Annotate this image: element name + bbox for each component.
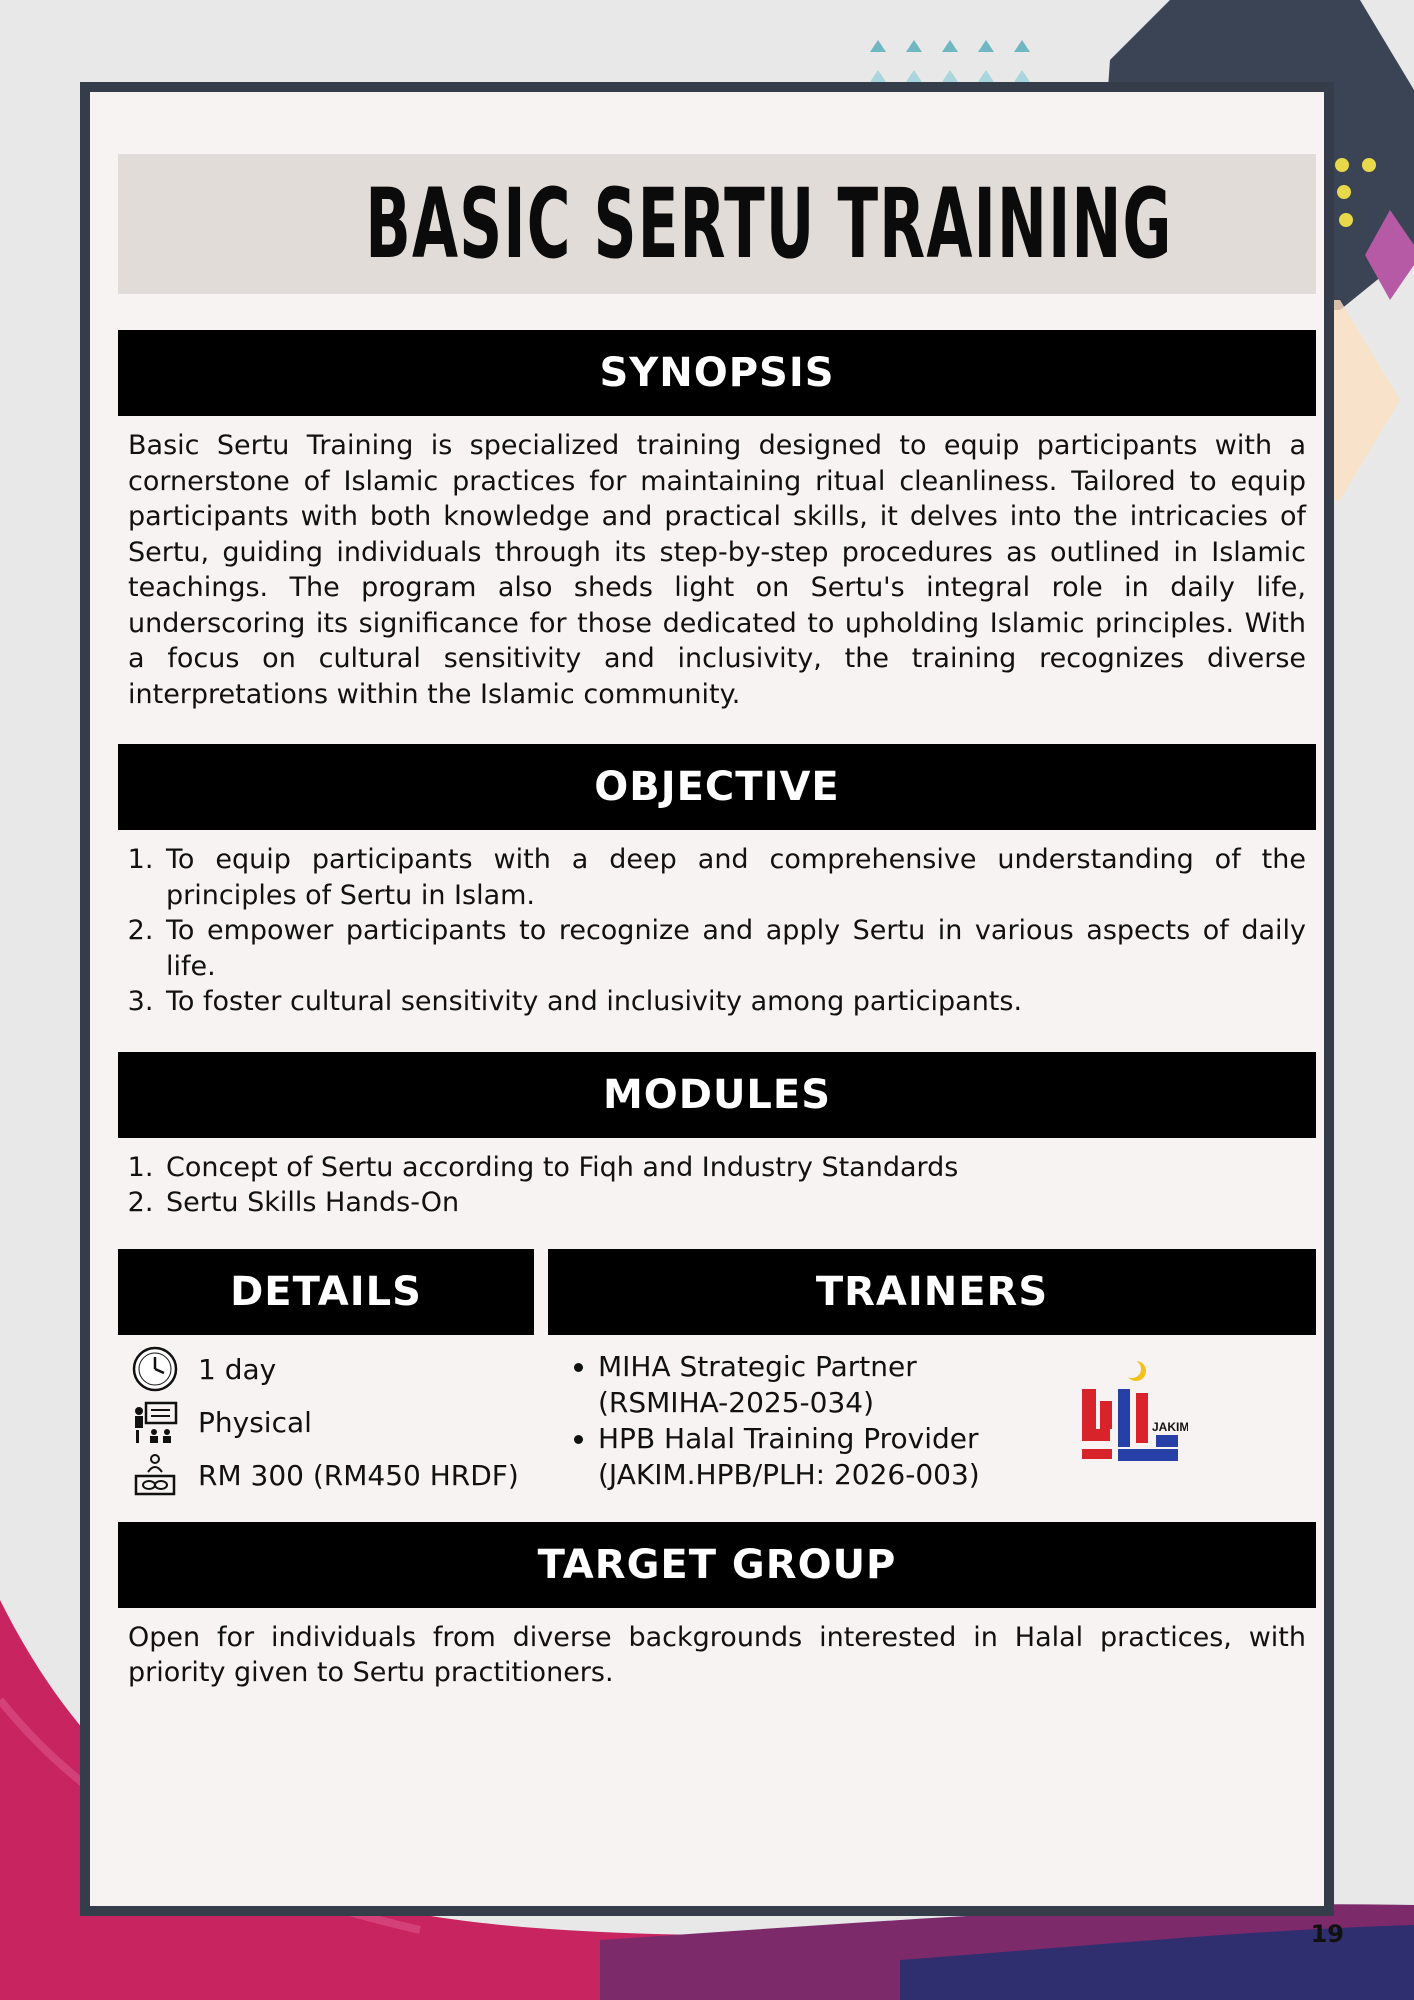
list-item: 2. To empower participants to recognize and apply Sertu in various aspects of daily life. [162, 913, 1306, 984]
title-bar [118, 154, 1316, 294]
jakim-logo [1078, 1353, 1198, 1493]
list-item: 3. To foster cultural sensitivity and inclusivity among participants. [162, 984, 1306, 1020]
objective-heading: OBJECTIVE [118, 744, 1316, 830]
list-item: • HPB Halal Training Provider (JAKIM.HPB/PLH: 2026-003) [598, 1421, 1018, 1493]
list-item: • MIHA Strategic Partner (RSMIHA-2025-034) [598, 1349, 958, 1421]
objective-list [118, 830, 1316, 1020]
modules-heading: MODULES [118, 1052, 1316, 1138]
list-item: 2. Sertu Skills Hands-On [162, 1185, 1306, 1221]
detail-duration [118, 1343, 534, 1396]
detail-text: RM 300 (RM450 HRDF) [198, 1458, 519, 1492]
details-section [118, 1249, 534, 1502]
target-group-text: Open for individuals from diverse backgrounds interested in Halal practices, with priority given to Sertu practitioners. [128, 1621, 1306, 1688]
detail-mode [118, 1396, 534, 1449]
detail-fee [118, 1449, 534, 1502]
detail-text: 1 day [198, 1352, 277, 1386]
list-item: 1. Concept of Sertu according to Fiqh and Industry Standards [162, 1150, 1306, 1186]
detail-text: Physical [198, 1405, 312, 1439]
target-group-heading: TARGET GROUP [118, 1522, 1316, 1608]
modules-list [118, 1138, 1316, 1221]
payment-icon [130, 1450, 180, 1500]
clock-icon [130, 1344, 180, 1394]
page-title-text: BASIC SERTU TRAINING [365, 168, 1173, 280]
synopsis-heading: SYNOPSIS [118, 330, 1316, 416]
content-frame [80, 82, 1334, 1916]
page-title [118, 154, 1414, 294]
page-number: 19 [1310, 1920, 1344, 1948]
details-trainers-row [118, 1249, 1316, 1502]
logo-text: JAKIM [1152, 1419, 1188, 1434]
trainers-heading: TRAINERS [548, 1249, 1316, 1335]
list-item: 1. To equip participants with a deep and comprehensive understanding of the principles of Sertu in Islam. [162, 842, 1306, 913]
synopsis-text: Basic Sertu Training is specialized training designed to equip participants with a cornerstone of Islamic practices for maintaining ritual cleanliness. Tailored to equip participants with both knowledge and practical skills, it delves into the intricacies of Sertu, guiding individuals through its step-by-step procedures as outlined in Islamic teachings. The program also sheds light on Sertu's integral role in daily life, underscoring its significance for those dedicated to upholding Islamic principles. With a focus on cultural sensitivity and inclusivity, the training recognizes diverse interpretations within the Islamic community. [128, 430, 1306, 710]
details-heading: DETAILS [118, 1249, 534, 1335]
trainers-section [548, 1249, 1316, 1502]
trainers-list [548, 1335, 1018, 1493]
presenter-icon [130, 1397, 180, 1447]
